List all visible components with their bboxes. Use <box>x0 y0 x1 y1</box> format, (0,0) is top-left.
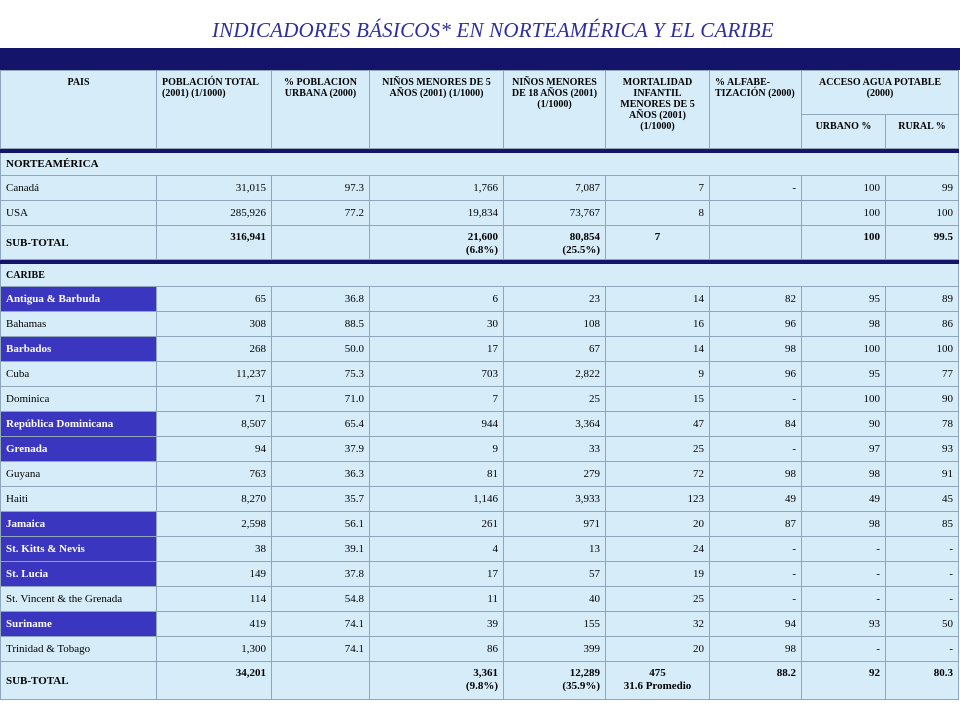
value-cell-urb: 35.7 <box>272 487 370 512</box>
value-cell-au: 95 <box>802 287 886 312</box>
value-cell-ar: 91 <box>886 462 959 487</box>
value-cell-urb: 75.3 <box>272 362 370 387</box>
header-acceso-agua: ACCESO AGUA POTABLE (2000) <box>802 71 959 115</box>
value-cell-ar: 93 <box>886 437 959 462</box>
value-cell-pob: 94 <box>157 437 272 462</box>
value-cell-ar: - <box>886 562 959 587</box>
value-cell-ar: 90 <box>886 387 959 412</box>
value-cell-pob: 71 <box>157 387 272 412</box>
table-row <box>1 537 959 562</box>
value-cell-n18: 57 <box>504 562 606 587</box>
section-header <box>1 153 959 176</box>
value-cell-ar: 100 <box>886 337 959 362</box>
subtotal-urbana <box>272 662 370 700</box>
value-cell-alf: 98 <box>710 462 802 487</box>
value-cell-mort: 20 <box>606 637 710 662</box>
value-cell-alf: 49 <box>710 487 802 512</box>
value-cell-n5: 39 <box>370 612 504 637</box>
table-row <box>1 337 959 362</box>
value-cell-n5: 4 <box>370 537 504 562</box>
value-cell-n5: 6 <box>370 287 504 312</box>
value-cell-au: 93 <box>802 612 886 637</box>
country-cell: Trinidad & Tobago <box>1 637 157 662</box>
table-row <box>1 512 959 537</box>
value-cell-pob: 149 <box>157 562 272 587</box>
value-cell-alf: - <box>710 176 802 201</box>
country-cell: Dominica <box>1 387 157 412</box>
value-cell-au: - <box>802 562 886 587</box>
subtotal-ar: 80.3 <box>886 662 959 700</box>
subtotal-n5-value: 21,600 <box>467 231 498 243</box>
header-mortalidad: MORTALIDAD INFANTIL MENORES DE 5 AÑOS (2001) (1/1000) <box>606 71 710 149</box>
country-cell: St. Kitts & Nevis <box>1 537 157 562</box>
value-cell-n5: 261 <box>370 512 504 537</box>
value-cell-urb: 97.3 <box>272 176 370 201</box>
table-row <box>1 487 959 512</box>
country-cell: Antigua & Barbuda <box>1 287 157 312</box>
value-cell-n18: 971 <box>504 512 606 537</box>
value-cell-au: 97 <box>802 437 886 462</box>
value-cell-pob: 8,270 <box>157 487 272 512</box>
subtotal-n18 <box>504 226 606 260</box>
value-cell-au: 90 <box>802 412 886 437</box>
country-cell: Cuba <box>1 362 157 387</box>
value-cell-alf: 98 <box>710 337 802 362</box>
value-cell-n18: 2,822 <box>504 362 606 387</box>
title-area <box>0 0 960 48</box>
value-cell-au: 100 <box>802 387 886 412</box>
country-cell: Jamaica <box>1 512 157 537</box>
value-cell-mort: 25 <box>606 587 710 612</box>
value-cell-ar: 100 <box>886 201 959 226</box>
value-cell-mort: 14 <box>606 287 710 312</box>
table-header <box>1 71 959 149</box>
value-cell-ar: 99 <box>886 176 959 201</box>
table-row <box>1 312 959 337</box>
value-cell-mort: 25 <box>606 437 710 462</box>
value-cell-pob: 1,300 <box>157 637 272 662</box>
value-cell-mort: 16 <box>606 312 710 337</box>
header-pais: PAIS <box>1 71 157 149</box>
value-cell-alf <box>710 201 802 226</box>
header-ninos-18: NIÑOS MENORES DE 18 AÑOS (2001) (1/1000) <box>504 71 606 149</box>
value-cell-urb: 74.1 <box>272 637 370 662</box>
value-cell-ar: - <box>886 587 959 612</box>
value-cell-alf: - <box>710 537 802 562</box>
subtotal-n5-percent: (9.8%) <box>465 680 498 692</box>
header-bar <box>0 48 960 70</box>
value-cell-n18: 73,767 <box>504 201 606 226</box>
subtotal-label: SUB-TOTAL <box>1 226 157 260</box>
value-cell-au: 100 <box>802 176 886 201</box>
value-cell-mort: 7 <box>606 176 710 201</box>
value-cell-pob: 419 <box>157 612 272 637</box>
table-row <box>1 412 959 437</box>
value-cell-n18: 40 <box>504 587 606 612</box>
value-cell-n18: 33 <box>504 437 606 462</box>
value-cell-alf: 84 <box>710 412 802 437</box>
country-cell: Haiti <box>1 487 157 512</box>
country-cell: Grenada <box>1 437 157 462</box>
country-cell: Suriname <box>1 612 157 637</box>
value-cell-ar: 86 <box>886 312 959 337</box>
value-cell-n18: 7,087 <box>504 176 606 201</box>
value-cell-pob: 763 <box>157 462 272 487</box>
value-cell-pob: 2,598 <box>157 512 272 537</box>
value-cell-au: 95 <box>802 362 886 387</box>
value-cell-urb: 39.1 <box>272 537 370 562</box>
value-cell-n18: 23 <box>504 287 606 312</box>
subtotal-ar: 99.5 <box>886 226 959 260</box>
value-cell-mort: 32 <box>606 612 710 637</box>
country-cell: Canadá <box>1 176 157 201</box>
value-cell-urb: 37.9 <box>272 437 370 462</box>
value-cell-ar: 77 <box>886 362 959 387</box>
subtotal-urbana <box>272 226 370 260</box>
value-cell-alf: - <box>710 562 802 587</box>
value-cell-n5: 703 <box>370 362 504 387</box>
country-cell: Barbados <box>1 337 157 362</box>
value-cell-alf: 98 <box>710 637 802 662</box>
subtotal-n18-percent: (35.9%) <box>562 680 600 692</box>
value-cell-pob: 308 <box>157 312 272 337</box>
value-cell-alf: 96 <box>710 312 802 337</box>
value-cell-n5: 19,834 <box>370 201 504 226</box>
value-cell-n5: 11 <box>370 587 504 612</box>
value-cell-n5: 17 <box>370 562 504 587</box>
value-cell-urb: 65.4 <box>272 412 370 437</box>
subtotal-n5 <box>370 662 504 700</box>
value-cell-au: 100 <box>802 201 886 226</box>
value-cell-n18: 3,364 <box>504 412 606 437</box>
value-cell-pob: 8,507 <box>157 412 272 437</box>
value-cell-alf: 87 <box>710 512 802 537</box>
value-cell-n18: 279 <box>504 462 606 487</box>
value-cell-alf: - <box>710 387 802 412</box>
subtotal-n18-value: 80,854 <box>569 231 600 243</box>
subtotal-n18 <box>504 662 606 700</box>
value-cell-au: 98 <box>802 462 886 487</box>
subtotal-mort-value: 475 <box>649 667 666 679</box>
subtotal-n5 <box>370 226 504 260</box>
subtotal-label: SUB-TOTAL <box>1 662 157 700</box>
value-cell-n18: 3,933 <box>504 487 606 512</box>
value-cell-urb: 88.5 <box>272 312 370 337</box>
value-cell-au: 98 <box>802 312 886 337</box>
value-cell-n18: 155 <box>504 612 606 637</box>
section-label: NORTEAMÉRICA <box>1 153 959 176</box>
value-cell-alf: 96 <box>710 362 802 387</box>
value-cell-au: - <box>802 587 886 612</box>
value-cell-mort: 8 <box>606 201 710 226</box>
value-cell-alf: 82 <box>710 287 802 312</box>
value-cell-ar: - <box>886 637 959 662</box>
subtotal-au: 100 <box>802 226 886 260</box>
value-cell-pob: 285,926 <box>157 201 272 226</box>
subtotal-mort-note: 31.6 Promedio <box>623 680 692 692</box>
value-cell-urb: 37.8 <box>272 562 370 587</box>
value-cell-ar: 50 <box>886 612 959 637</box>
value-cell-au: 49 <box>802 487 886 512</box>
value-cell-ar: 89 <box>886 287 959 312</box>
value-cell-pob: 114 <box>157 587 272 612</box>
value-cell-urb: 50.0 <box>272 337 370 362</box>
value-cell-mort: 72 <box>606 462 710 487</box>
table-row <box>1 287 959 312</box>
country-cell: St. Lucia <box>1 562 157 587</box>
indicators-table <box>0 70 959 700</box>
value-cell-urb: 77.2 <box>272 201 370 226</box>
table-row <box>1 437 959 462</box>
header-poblacion: POBLACIÓN TOTAL (2001) (1/1000) <box>157 71 272 149</box>
value-cell-alf: - <box>710 587 802 612</box>
subtotal-alf: 88.2 <box>710 662 802 700</box>
table-row <box>1 587 959 612</box>
subtotal-alf <box>710 226 802 260</box>
section-header <box>1 264 959 287</box>
value-cell-n18: 67 <box>504 337 606 362</box>
subtotal-n18-value: 12,289 <box>569 667 600 679</box>
value-cell-ar: 78 <box>886 412 959 437</box>
header-ninos-5: NIÑOS MENORES DE 5 AÑOS (2001) (1/1000) <box>370 71 504 149</box>
value-cell-mort: 19 <box>606 562 710 587</box>
value-cell-mort: 9 <box>606 362 710 387</box>
value-cell-n5: 17 <box>370 337 504 362</box>
header-alfabetizacion: % ALFABE- TIZACIÓN (2000) <box>710 71 802 149</box>
value-cell-ar: 85 <box>886 512 959 537</box>
value-cell-n18: 25 <box>504 387 606 412</box>
value-cell-pob: 11,237 <box>157 362 272 387</box>
value-cell-n5: 1,146 <box>370 487 504 512</box>
subtotal-n18-percent: (25.5%) <box>562 244 600 256</box>
value-cell-n18: 399 <box>504 637 606 662</box>
header-rural-pct: RURAL % <box>886 115 959 149</box>
value-cell-ar: - <box>886 537 959 562</box>
value-cell-pob: 38 <box>157 537 272 562</box>
subtotal-n5-value: 3,361 <box>473 667 498 679</box>
subtotal-row <box>1 662 959 700</box>
value-cell-mort: 15 <box>606 387 710 412</box>
country-cell: St. Vincent & the Grenada <box>1 587 157 612</box>
value-cell-n5: 30 <box>370 312 504 337</box>
country-cell: USA <box>1 201 157 226</box>
header-urbano-pct: URBANO % <box>802 115 886 149</box>
table-row <box>1 362 959 387</box>
value-cell-urb: 56.1 <box>272 512 370 537</box>
header-urbana: % POBLACION URBANA (2000) <box>272 71 370 149</box>
value-cell-mort: 24 <box>606 537 710 562</box>
value-cell-ar: 45 <box>886 487 959 512</box>
subtotal-row <box>1 226 959 260</box>
value-cell-au: 98 <box>802 512 886 537</box>
value-cell-alf: - <box>710 437 802 462</box>
table-row <box>1 612 959 637</box>
subtotal-poblacion: 34,201 <box>157 662 272 700</box>
table-row <box>1 176 959 201</box>
country-cell: Bahamas <box>1 312 157 337</box>
table-row <box>1 387 959 412</box>
table-row <box>1 562 959 587</box>
value-cell-pob: 65 <box>157 287 272 312</box>
value-cell-au: 100 <box>802 337 886 362</box>
value-cell-n18: 13 <box>504 537 606 562</box>
value-cell-n5: 944 <box>370 412 504 437</box>
subtotal-mort-value: 7 <box>654 231 661 243</box>
value-cell-n5: 86 <box>370 637 504 662</box>
value-cell-n5: 9 <box>370 437 504 462</box>
subtotal-n5-percent: (6.8%) <box>465 244 498 256</box>
subtotal-mortalidad <box>606 662 710 700</box>
value-cell-pob: 268 <box>157 337 272 362</box>
table-row <box>1 637 959 662</box>
value-cell-urb: 54.8 <box>272 587 370 612</box>
value-cell-mort: 14 <box>606 337 710 362</box>
value-cell-au: - <box>802 637 886 662</box>
value-cell-pob: 31,015 <box>157 176 272 201</box>
value-cell-n5: 1,766 <box>370 176 504 201</box>
value-cell-urb: 74.1 <box>272 612 370 637</box>
table-body <box>1 149 959 700</box>
value-cell-n18: 108 <box>504 312 606 337</box>
value-cell-au: - <box>802 537 886 562</box>
table-row <box>1 201 959 226</box>
subtotal-au: 92 <box>802 662 886 700</box>
country-cell: Guyana <box>1 462 157 487</box>
value-cell-urb: 36.8 <box>272 287 370 312</box>
value-cell-n5: 7 <box>370 387 504 412</box>
value-cell-urb: 71.0 <box>272 387 370 412</box>
subtotal-poblacion: 316,941 <box>157 226 272 260</box>
value-cell-alf: 94 <box>710 612 802 637</box>
page-title: INDICADORES BÁSICOS* EN NORTEAMÉRICA Y EL CARIBE <box>212 18 774 42</box>
section-label: CARIBE <box>1 264 959 287</box>
value-cell-n5: 81 <box>370 462 504 487</box>
value-cell-mort: 47 <box>606 412 710 437</box>
table-row <box>1 462 959 487</box>
value-cell-urb: 36.3 <box>272 462 370 487</box>
subtotal-mortalidad <box>606 226 710 260</box>
value-cell-mort: 123 <box>606 487 710 512</box>
country-cell: República Dominicana <box>1 412 157 437</box>
value-cell-mort: 20 <box>606 512 710 537</box>
